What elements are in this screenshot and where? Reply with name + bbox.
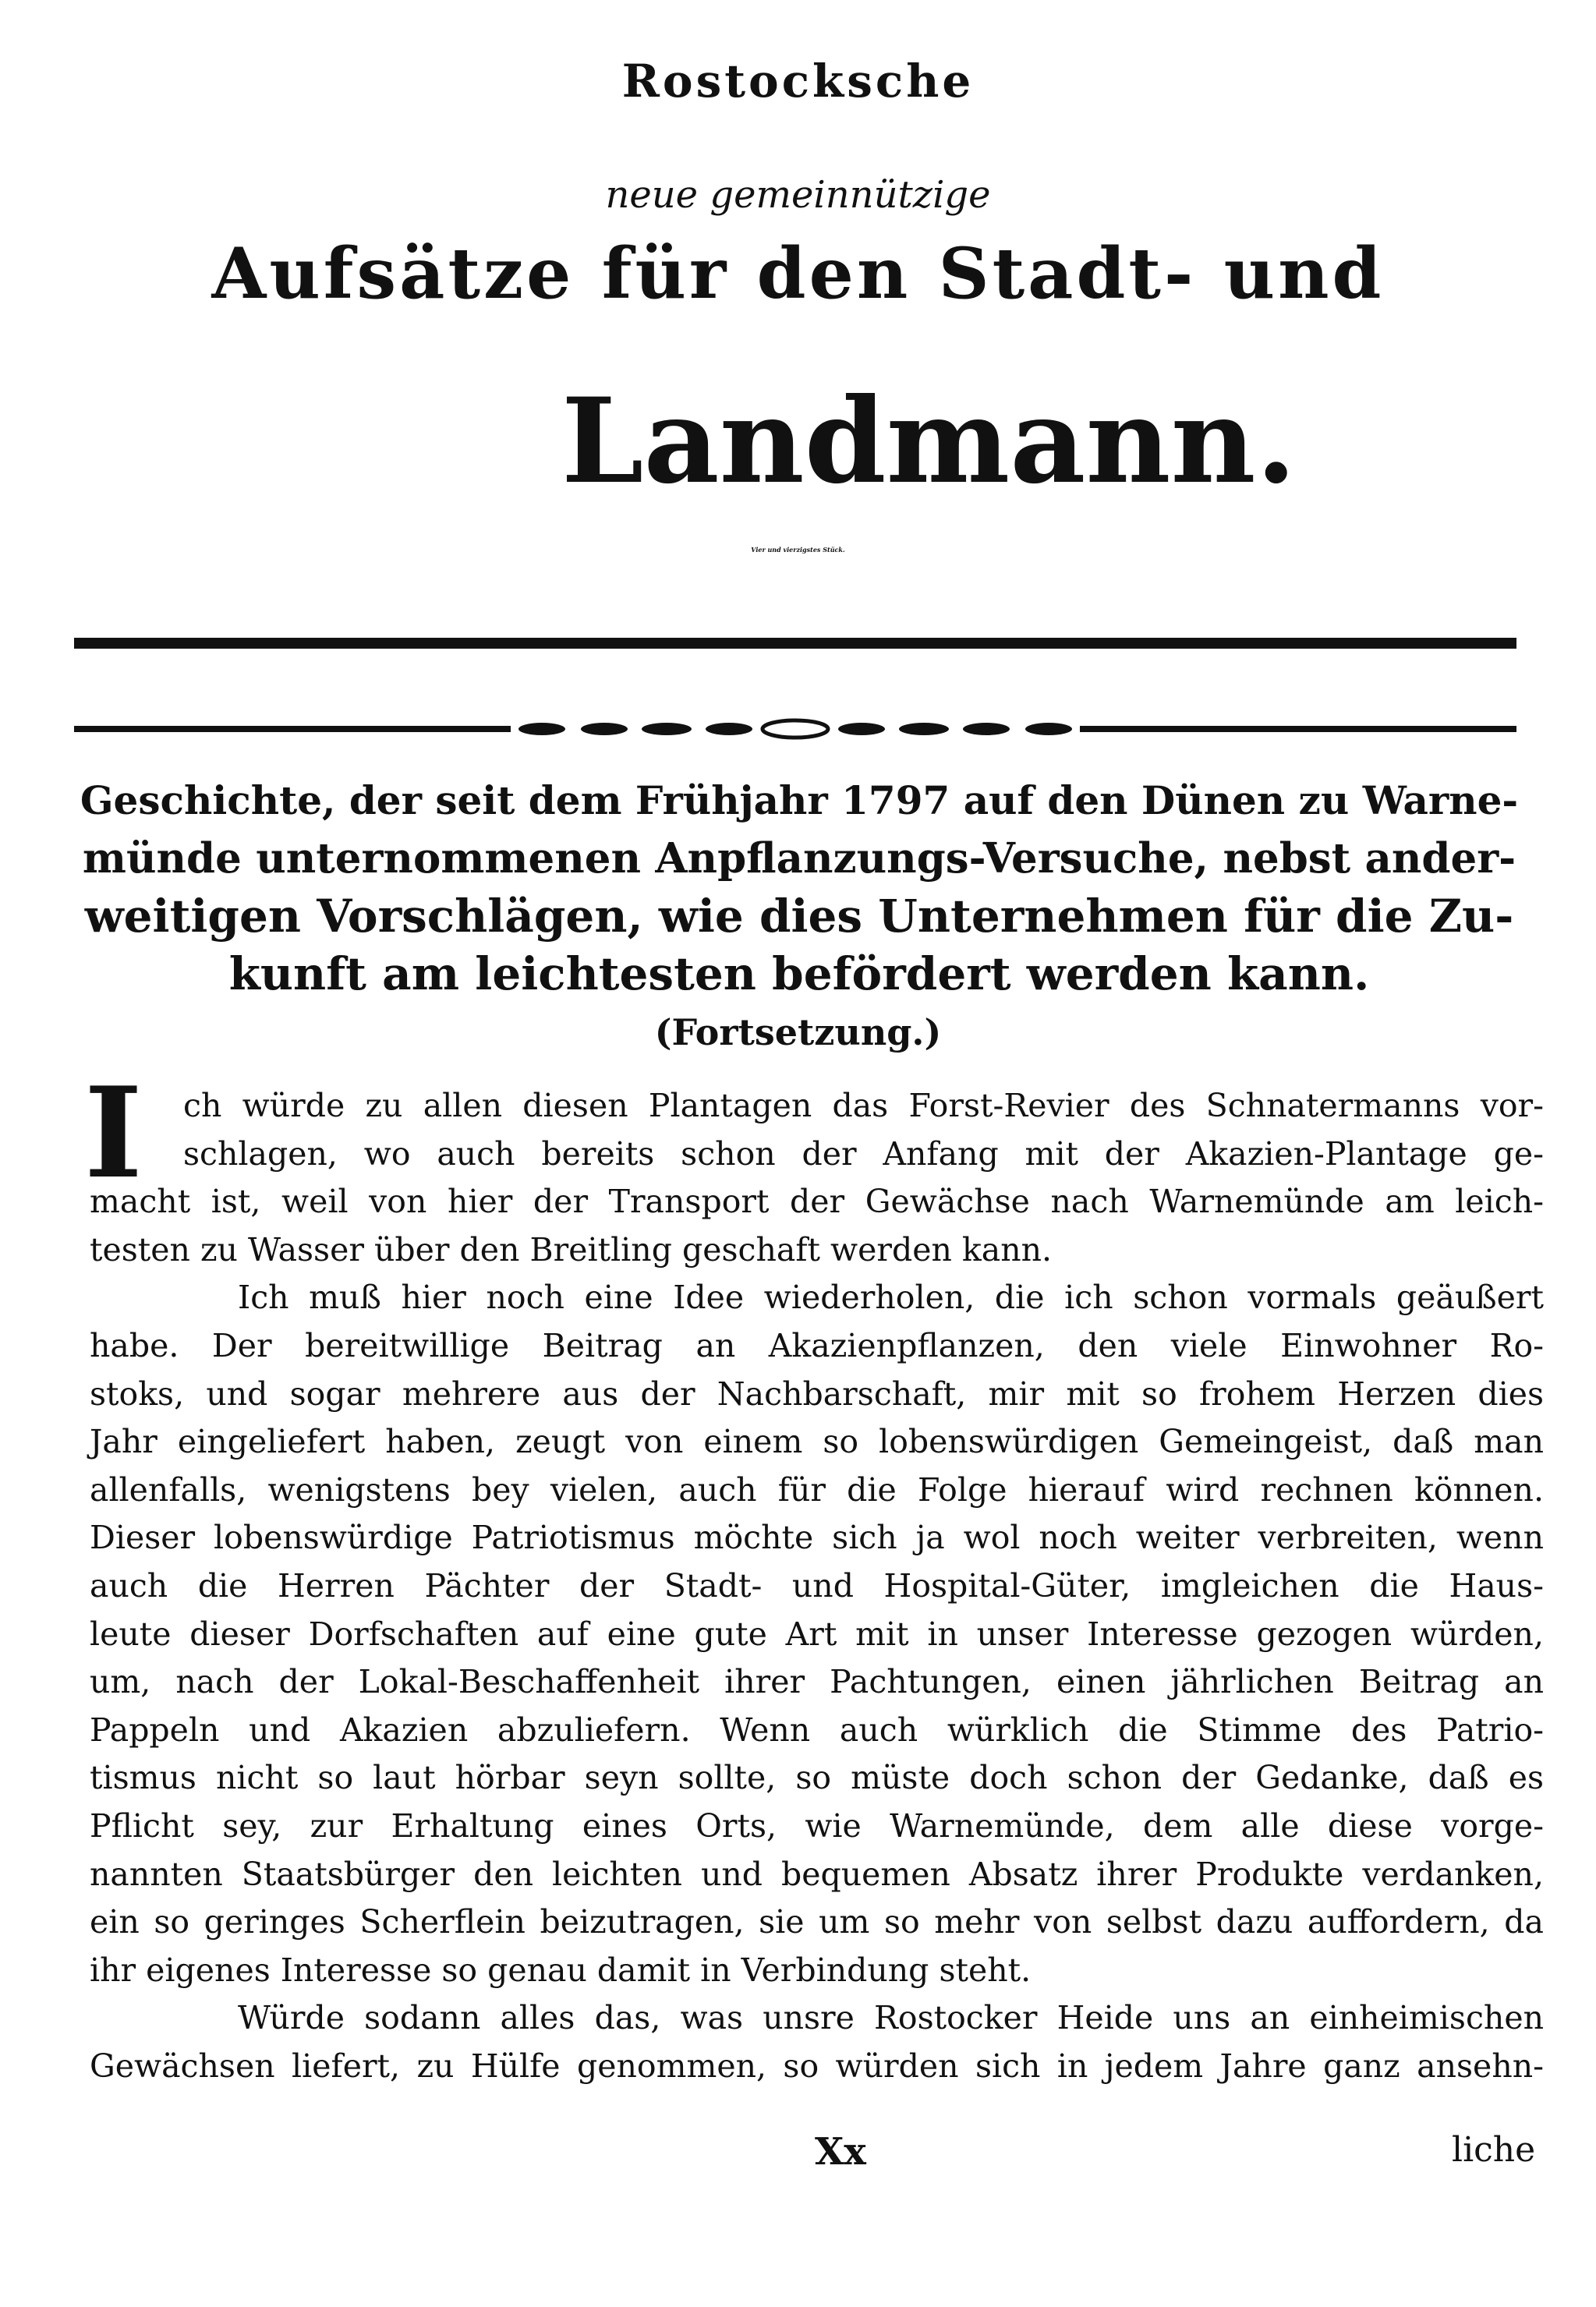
signature-mark: Xx bbox=[815, 2130, 866, 2174]
article-title-line: münde unternommenen Anpflanzungs-Versuche, nebst ander- bbox=[82, 834, 1516, 883]
body-line: Würde sodann alles das, was unsre Rostocker Heide uns an einheimischen bbox=[238, 1999, 1544, 2037]
masthead-title: Rostocksche bbox=[621, 55, 975, 108]
issue-number: Vier und vierzigstes Stück. bbox=[751, 546, 845, 554]
body-line: Pappeln und Akazien abzuliefern. Wenn auch würklich die Stimme des Patrio- bbox=[90, 1711, 1544, 1749]
article-title-line: weitigen Vorschlägen, wie dies Unternehmen für die Zu- bbox=[84, 890, 1514, 943]
body-line: leute dieser Dorfschaften auf eine gute Art mit in unser Interesse gezogen würden, bbox=[90, 1615, 1544, 1653]
body-line: ch würde zu allen diesen Plantagen das Forst-Revier des Schnatermanns vor- bbox=[183, 1087, 1544, 1124]
article-body bbox=[90, 1082, 1544, 2090]
body-line: Jahr eingeliefert haben, zeugt von einem so lobenswürdigen Gemeingeist, daß man bbox=[90, 1423, 1544, 1461]
masthead-subtitle: neue gemeinnützige bbox=[605, 173, 991, 217]
masthead-main-line-2: Landmann. bbox=[561, 373, 1297, 510]
body-line: stoks, und sogar mehrere aus der Nachbarschaft, mir mit so frohem Herzen dies bbox=[90, 1375, 1544, 1413]
body-line: Pflicht sey, zur Erhaltung eines Orts, wie Warnemünde, dem alle diese vorge- bbox=[90, 1806, 1544, 1845]
drop-cap: I bbox=[84, 1060, 143, 1206]
body-line: um, nach der Lokal-Beschaffenheit ihrer Pachtungen, einen jährlichen Beitrag an bbox=[90, 1663, 1544, 1701]
body-line: habe. Der bereitwillige Beitrag an Akazienpflanzen, den viele Einwohner Ro- bbox=[90, 1326, 1544, 1364]
body-line: Ich muß hier noch eine Idee wiederholen, die ich schon vormals geäußert bbox=[238, 1279, 1544, 1317]
body-line: nannten Staatsbürger den leichten und bequemen Absatz ihrer Produkte verdanken, bbox=[90, 1855, 1544, 1893]
masthead-main-line-1: Aufsätze für den Stadt- und bbox=[211, 232, 1385, 315]
body-line: schlagen, wo auch bereits schon der Anfang mit der Akazien-Plantage ge- bbox=[183, 1134, 1544, 1173]
article-title-line: Geschichte, der seit dem Frühjahr 1797 auf den Dünen zu Warne- bbox=[80, 777, 1519, 823]
body-line: Gewächsen liefert, zu Hülfe genommen, so würden sich in jedem Jahre ganz ansehn- bbox=[90, 2047, 1544, 2085]
body-line: ein so geringes Scherflein beizutragen, sie um so mehr von selbst dazu auffordern, da bbox=[90, 1903, 1544, 1941]
body-line: macht ist, weil von hier der Transport der Gewächse nach Warnemünde am leich- bbox=[90, 1183, 1544, 1221]
body-line: allenfalls, wenigstens bey vielen, auch für die Folge hierauf wird rechnen können. bbox=[90, 1470, 1544, 1509]
continued-label: (Fortsetzung.) bbox=[654, 1011, 942, 1053]
ornamental-rule bbox=[74, 717, 1516, 741]
top-rule bbox=[74, 638, 1516, 649]
catchword: liche bbox=[1452, 2130, 1536, 2170]
body-line: tismus nicht so laut hörbar seyn sollte, so müste doch schon der Gedanke, daß es bbox=[90, 1759, 1544, 1797]
body-line: testen zu Wasser über den Breitling geschaft werden kann. bbox=[90, 1230, 1053, 1268]
body-line: Dieser lobenswürdige Patriotismus möchte sich ja wol noch weiter verbreiten, wenn bbox=[90, 1519, 1544, 1557]
body-line: ihr eigenes Interesse so genau damit in Verbindung steht. bbox=[90, 1951, 1032, 1989]
body-line: auch die Herren Pächter der Stadt- und Hospital-Güter, imgleichen die Haus- bbox=[90, 1566, 1544, 1605]
article-title-line: kunft am leichtesten befördert werden kann. bbox=[228, 947, 1370, 1000]
article-title bbox=[78, 772, 1520, 1003]
